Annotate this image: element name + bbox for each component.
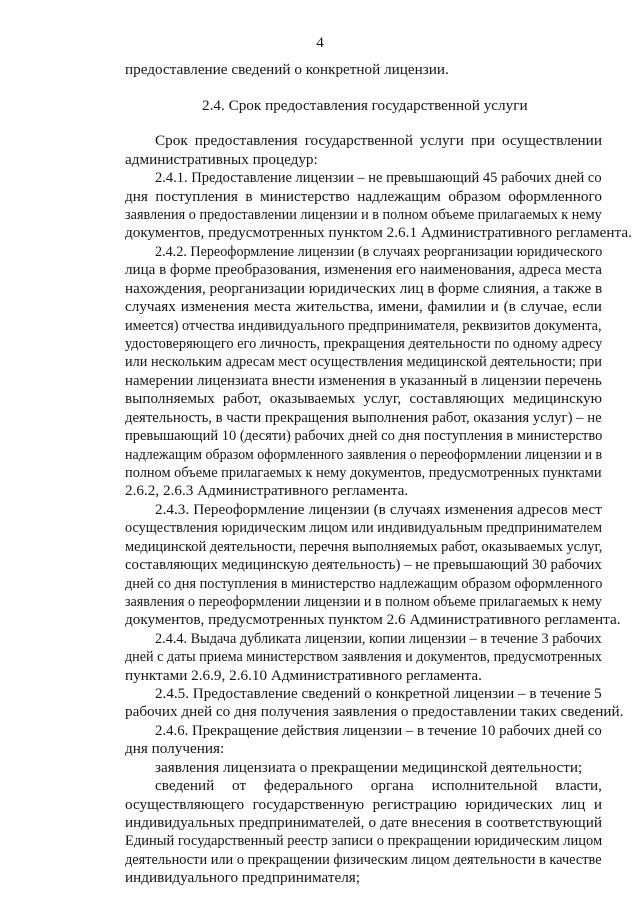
paragraph-line: полном объеме прилагаемых к нему документов, предусмотренных пунктами — [125, 464, 602, 481]
paragraph-line: удостоверяющего его личность, прекращения деятельности по одному адресу — [125, 335, 603, 352]
paragraph-line: 2.4.1. Предоставление лицензии – не превышающий 45 рабочих дней со — [155, 169, 602, 186]
paragraph-line: заявления о предоставлении лицензии и в полном объеме прилагаемых к нему — [125, 206, 602, 223]
paragraph-line: 2.4.3. Переоформление лицензии (в случаях изменения адресов мест — [155, 501, 602, 518]
paragraph-line: составляющих медицинскую деятельность) – не превышающий 30 рабочих — [125, 556, 602, 573]
paragraph-line: 2.6.2, 2.6.3 Административного регламента. — [125, 482, 409, 499]
paragraph-line: выполняемых работ, оказываемых услуг, составляющих медицинскую — [125, 390, 602, 407]
paragraph-line: лица в форме преобразования, изменения его наименования, адреса места — [125, 261, 602, 278]
paragraph-line: дня поступления в министерство надлежащим образом оформленного — [125, 188, 602, 205]
paragraph-line: или нескольким адресам мест осуществления медицинской деятельности; при — [125, 353, 602, 370]
paragraph-line: индивидуальных предпринимателей, о дате внесения в соответствующий — [125, 814, 602, 831]
paragraph-line: превышающий 10 (десяти) рабочих дней со дня поступления в министерство — [125, 427, 603, 444]
paragraph-line: имеется) отчества индивидуального предпринимателя, реквизитов документа, — [125, 317, 602, 334]
paragraph-line: надлежащим образом оформленного заявления о переоформлении лицензии и в — [125, 446, 603, 463]
paragraph-line: заявления лицензиата о прекращении медицинской деятельности; — [155, 759, 583, 776]
paragraph-line: дня получения: — [125, 740, 225, 757]
paragraph-line: заявления о переоформлении лицензии и в полном объеме прилагаемых к нему — [125, 593, 602, 610]
paragraph-line: рабочих дней со дня получения заявления о предоставлении таких сведений. — [125, 703, 624, 720]
paragraph-line: медицинской деятельности, перечня выполняемых работ, оказываемых услуг, — [125, 538, 603, 555]
paragraph-line: 2.4.6. Прекращение действия лицензии – в течение 10 рабочих дней со — [155, 722, 602, 739]
paragraph-line: осуществляющего государственную регистрацию юридических лиц и — [125, 796, 602, 813]
paragraph-line: документов, предусмотренных пунктом 2.6.1 Административного регламента. — [125, 224, 632, 241]
paragraph-line: дней с даты приема министерством заявления и документов, предусмотренных — [125, 648, 602, 665]
paragraph-line: Единый государственный реестр записи о прекращении юридическим лицом — [125, 832, 603, 849]
paragraph-line: нахождения, реорганизации юридических лиц в форме слияния, а также в — [125, 280, 603, 297]
paragraph-line: Срок предоставления государственной услуги при осуществлении — [155, 132, 602, 149]
paragraph-line: сведений от федерального органа исполнительной власти, — [155, 777, 602, 794]
section-heading: 2.4. Срок предоставления государственной услуги — [202, 97, 528, 114]
paragraph-line: индивидуального предпринимателя; — [125, 869, 360, 886]
paragraph-line: деятельности или о прекращении физическим лицом деятельности в качестве — [125, 851, 602, 868]
paragraph-line: документов, предусмотренных пунктом 2.6 Административного регламента. — [125, 611, 621, 628]
paragraph-line: предоставление сведений о конкретной лицензии. — [125, 61, 449, 78]
paragraph-line: деятельность, в части прекращения выполнения работ, оказания услуг) – не — [125, 409, 602, 426]
page-number: 4 — [316, 34, 324, 51]
paragraph-line: 2.4.4. Выдача дубликата лицензии, копии лицензии – в течение 3 рабочих — [155, 630, 602, 647]
paragraph-line: пунктами 2.6.9, 2.6.10 Административного регламента. — [125, 667, 482, 684]
paragraph-line: намерении лицензиата внести изменения в указанный в лицензии перечень — [125, 372, 602, 389]
paragraph-line: 2.4.5. Предоставление сведений о конкретной лицензии – в течение 5 — [155, 685, 602, 702]
paragraph-line: осуществления юридическим лицом или индивидуальным предпринимателем — [125, 519, 603, 536]
paragraph-line: дней со дня поступления в министерство надлежащим образом оформленного — [125, 575, 603, 592]
paragraph-line: 2.4.2. Переоформление лицензии (в случаях реорганизации юридического — [155, 243, 603, 260]
paragraph-line: случаях изменения места жительства, имени, фамилии и (в случае, если — [125, 298, 602, 315]
paragraph-line: административных процедур: — [125, 151, 318, 168]
